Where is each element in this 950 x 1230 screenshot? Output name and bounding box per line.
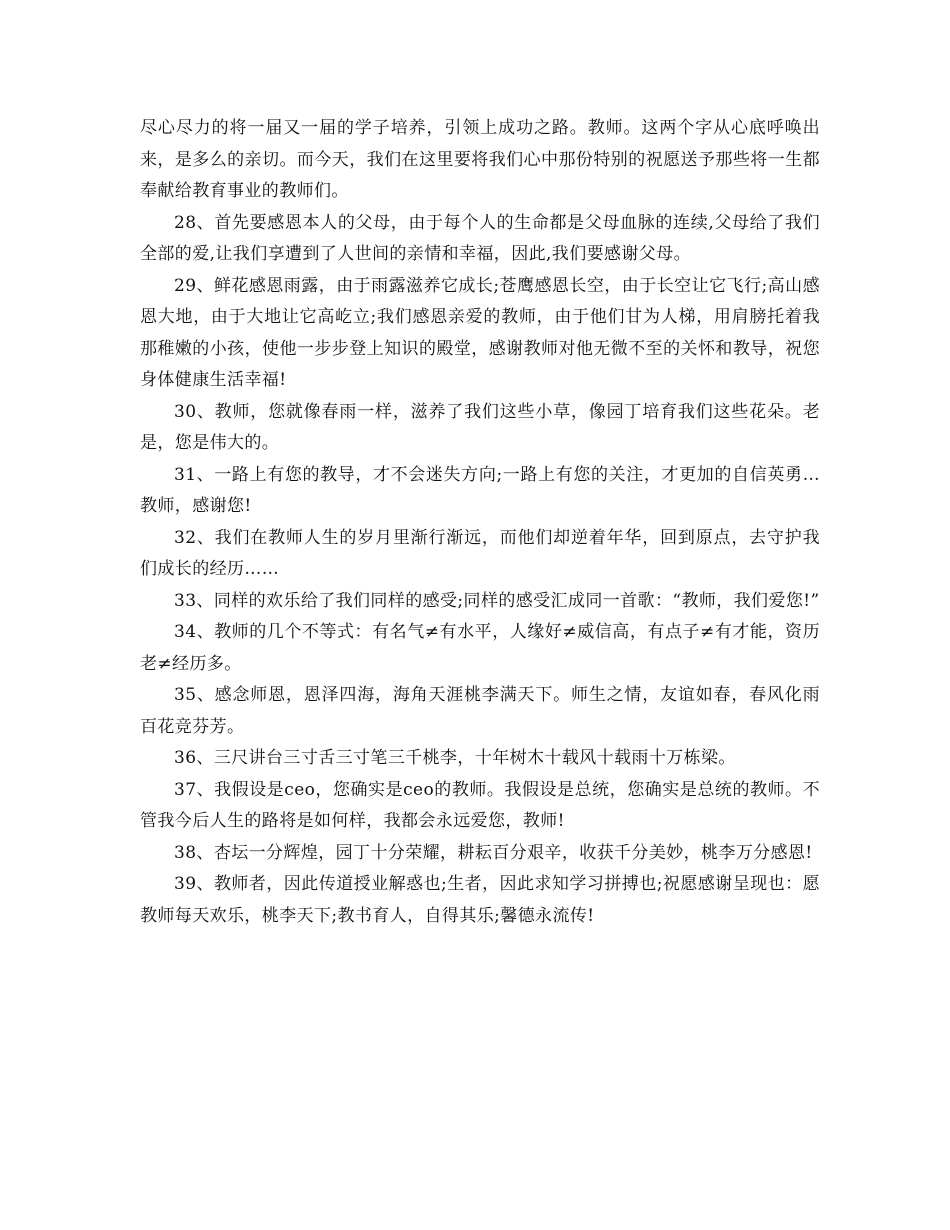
paragraph-33: 33、同样的欢乐给了我们同样的感受;同样的感受汇成同一首歌：“教师，我们爱您!” bbox=[174, 590, 820, 611]
paragraph-36: 36、三尺讲台三寸舌三寸笔三千桃李，十年树木十载风十载雨十万栋梁。 bbox=[174, 748, 736, 768]
document-body bbox=[140, 113, 820, 932]
paragraph-31: 31、一路上有您的教导，才不会迷失方向;一路上有您的关注，才更加的自信英勇…教师，感谢您! bbox=[140, 464, 820, 516]
paragraph-34: 34、教师的几个不等式：有名气≠有水平，人缘好≠威信高，有点子≠有才能，资历老≠经历多。 bbox=[140, 622, 820, 674]
paragraph-32: 32、我们在教师人生的岁月里渐行渐远，而他们却逆着年华，回到原点，去守护我们成长的经历…… bbox=[140, 527, 820, 579]
paragraph-30: 30、教师，您就像春雨一样，滋养了我们这些小草，像园丁培育我们这些花朵。老是，您是伟大的。 bbox=[140, 401, 820, 453]
paragraph-39: 39、教师者，因此传道授业解惑也;生者，因此求知学习拼搏也;祝愿感谢呈现也：愿教师每天欢乐，桃李天下;教书育人，自得其乐;馨德永流传! bbox=[140, 874, 820, 926]
paragraph-28: 28、首先要感恩本人的父母，由于每个人的生命都是父母血脉的连续,父母给了我们全部的爱,让我们享遭到了人世间的亲情和幸福，因此,我们要感谢父母。 bbox=[140, 212, 820, 264]
paragraph-37: 37、我假设是ceo，您确实是ceo的教师。我假设是总统，您确实是总统的教师。不管我今后人生的路将是如何样，我都会永远爱您，教师! bbox=[140, 779, 820, 831]
paragraph-29: 29、鲜花感恩雨露，由于雨露滋养它成长;苍鹰感恩长空，由于长空让它飞行;高山感恩大地，由于大地让它高屹立;我们感恩亲爱的教师，由于他们甘为人梯，用肩膀托着我那稚嫩的小孩，使他一步步登上知识的殿堂，感谢教师对他无微不至的关怀和教导，祝您身体健康生活幸福! bbox=[140, 275, 820, 390]
paragraph-continued: 尽心尽力的将一届又一届的学子培养，引领上成功之路。教师。这两个字从心底呼唤出来，是多么的亲切。而今天，我们在这里要将我们心中那份特别的祝愿送予那些将一生都奉献给教育事业的教师们。 bbox=[140, 118, 820, 201]
paragraph-35: 35、感念师恩，恩泽四海，海角天涯桃李满天下。师生之情，友谊如春，春风化雨百花竞芬芳。 bbox=[140, 685, 820, 737]
paragraph-38: 38、杏坛一分辉煌，园丁十分荣耀，耕耘百分艰辛，收获千分美妙，桃李万分感恩! bbox=[174, 842, 813, 863]
